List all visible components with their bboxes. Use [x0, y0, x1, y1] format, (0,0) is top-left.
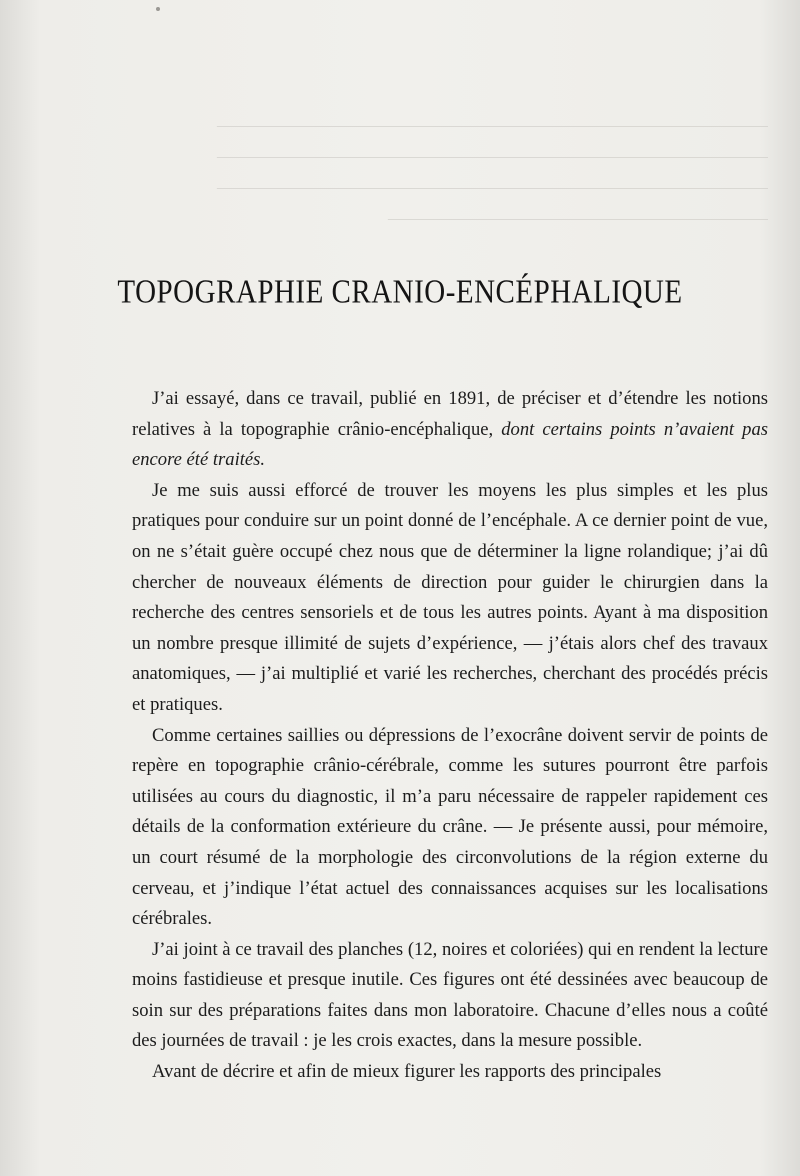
- bleed-through-text: ————————————————————————————— ————————————————————————————— ————————————————————————————— ————————————————————: [217, 115, 768, 229]
- page-title: TOPOGRAPHIE CRANIO-ENCÉPHALIQUE: [117, 273, 683, 311]
- paragraph: Je me suis aussi efforcé de trouver les moyens les plus simples et les plus pratiques pour conduire sur un point donné de l’encéphale. A ce dernier point de vue, on ne s’était guère occupé chez nous que de déterminer la ligne rolandique; j’ai dû chercher de nouveaux éléments de direction pour guider le chirurgien dans la recherche des centres sensoriels et de tous les autres points. Ayant à ma disposition un nombre presque illimité de sujets d’expérience, — j’étais alors chef des travaux anatomiques, — j’ai multiplié et varié les recherches, cherchant des procédés précis et pratiques.: [132, 479, 768, 715]
- italic-phrase: dont certains points n’avaient pas encore été traités.: [132, 418, 768, 471]
- paragraph: Comme certaines saillies ou dépressions de l’exocrâne doivent servir de points de repère en topographie crânio-cérébrale, comme les sutures pourront être parfois utilisées au cours du diagnostic, il m’a paru nécessaire de rappeler rapidement ces détails de la conformation extérieure du crâne. — Je présente aussi, pour mémoire, un court résumé de la morphologie des circonvolutions de la région externe du cerveau, et j’indique l’état actuel des connaissances acquises sur les localisations cérébrales.: [132, 724, 768, 930]
- paragraph: Avant de décrire et afin de mieux figurer les rapports des principales: [152, 1061, 662, 1083]
- paragraph: J’ai essayé, dans ce travail, publié en 1891, de préciser et d’étendre les notions relatives à la topographie crânio-encéphalique, dont certains points n’avaient pas encore été traités.: [132, 388, 768, 471]
- paper-speck: [156, 7, 160, 11]
- paragraph: J’ai joint à ce travail des planches (12, noires et coloriées) qui en rendent la lecture moins fastidieuse et presque inutile. Ces figures ont été dessinées avec beaucoup de soin sur des préparations faites dans mon laboratoire. Chacune d’elles nous a coûté des journées de travail : je les crois exactes, dans la mesure possible.: [132, 938, 768, 1052]
- body-text: [132, 384, 768, 1088]
